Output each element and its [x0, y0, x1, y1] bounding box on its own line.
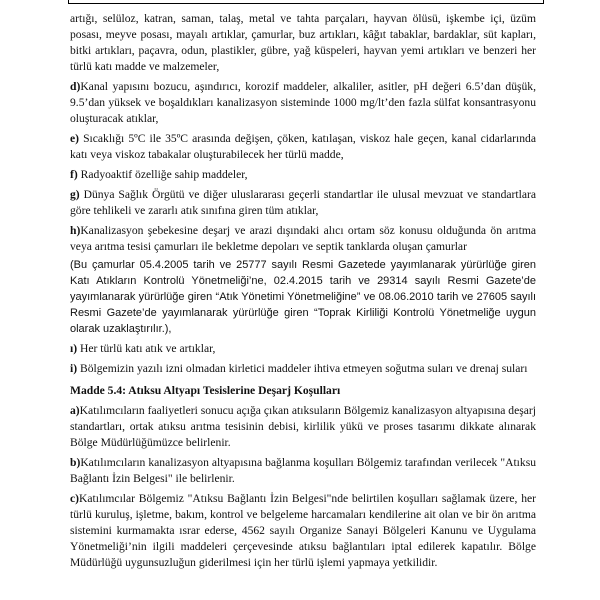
paragraph-e-text: Sıcaklığı 5ºC ile 35ºC arasında değişen, çöken, katılaşan, viskoz hale geçen, kanal cidarlarında katı veya viskoz tabakalar oluşturabilecek her türlü madde, [70, 132, 536, 161]
paragraph-d [70, 79, 536, 127]
paragraph-d-text: Kanal yapısını bozucu, aşındırıcı, korozif maddeler, alkaliler, asitler, pH değeri 6.5’dan düşük, 9.5’dan yüksek ve boşaldıkları kanalizasyon sisteminde 1000 mg/lt’den fazla sülfat konsantrasyonu oluşturacak atıklar, [70, 80, 536, 125]
article-item-a [70, 403, 536, 451]
paragraph-g-text: Dünya Sağlık Örgütü ve diğer uluslararası geçerli standartlar ile ulusal mevzuat ve standartlara göre tehlikeli ve zararlı atık sınıfına giren tüm atıklar, [70, 188, 536, 217]
paragraph-g [70, 187, 536, 219]
paragraph-d-label: d) [70, 80, 81, 93]
article-item-c-label: c) [70, 492, 80, 505]
page-border-top [68, 0, 544, 4]
article-item-b-text: Katılımcıların kanalizasyon altyapısına bağlanma koşulları Bölgemiz tarafından verilecek "Atıksu Bağlantı İzin Belgesi" ile belirlenir. [70, 456, 536, 485]
paragraph-f-text: Radyoaktif özelliğe sahip maddeler, [80, 168, 248, 181]
paragraph-i-dotless-text: Her türlü katı atık ve artıklar, [80, 342, 216, 355]
article-item-a-label: a) [70, 404, 80, 417]
article-item-a-text: Katılımcıların faaliyetleri sonucu açığa çıkan atıksuların Bölgemiz kanalizasyon altyapısına deşarj standartları, ortak atıksu arıtma tesisinin debisi, kirlilik yükü ve proses tasarımı dikkate alınarak Bölge Müdürlüğümüzce belirlenir. [70, 404, 536, 449]
paragraph-i-text: Bölgemizin yazılı izni olmadan kirletici maddeler ihtiva etmeyen soğutma suları ve drenaj suları [80, 362, 528, 375]
paragraph-i-dotless [70, 341, 536, 357]
paragraph-e [70, 131, 536, 163]
article-heading: Madde 5.4: Atıksu Altyapı Tesislerine Deşarj Koşulları [70, 384, 341, 397]
paragraph-h-label: h) [70, 224, 81, 237]
paragraph-f [70, 167, 536, 183]
paragraph-g-label: g) [70, 188, 80, 201]
paragraph-e-label: e) [70, 132, 80, 145]
article-item-b [70, 455, 536, 487]
paragraph-i [70, 361, 536, 377]
paragraph-c-continued: artığı, selüloz, katran, saman, talaş, metal ve tahta parçaları, hayvan ölüsü, işkembe içi, üzüm posası, meyve posası, mayalı artıklar, çamurlar, buz artıkları, kâğıt tabaklar, bardaklar, süt kapları, bitki artıkları, paçavra, odun, plastikler, gübre, yağ küspeleri, hayvan yemi artıkları ve benzeri her türlü katı madde ve malzemeler, [70, 12, 536, 73]
article-item-c-text: Katılımcılar Bölgemiz "Atıksu Bağlantı İzin Belgesi"nde belirtilen koşulları sağlamak üzere, her türlü kuruluş, işletme, bakım, kontrol ve belgeleme harcamaları kendilerine ait olan ve bir ön arıtma sistemini kurmamakta ısrar ederse, 4562 sayılı Organize Sanayi Bölgeleri Kanunu ve Uygulama Yönetmeliği’nin ilgili maddeleri çerçevesinde atıksu bağlantıları iptal edilerek kapatılır. Bölge Müdürlüğü uygunsuzluğun giderilmesi için her türlü işlemi yapmaya yetkilidir. [70, 492, 536, 569]
paragraph-h-text: Kanalizasyon şebekesine deşarj ve arazi dışındaki alıcı ortam söz konusu olduğunda ön arıtma veya arıtma tesisi çamurları ile bekletme depoları ve septik tanklarda oluşan çamurlar [70, 224, 536, 253]
article-item-b-label: b) [70, 456, 81, 469]
paragraph-i-label: i) [70, 362, 78, 375]
paragraph-i-dotless-label: ı) [70, 342, 78, 355]
article-item-c [70, 491, 536, 571]
paragraph-h [70, 223, 536, 255]
document-body [70, 11, 536, 575]
paragraph-f-label: f) [70, 168, 78, 181]
paragraph-h-note: (Bu çamurlar 05.4.2005 tarih ve 25777 sayılı Resmi Gazetede yayımlanarak yürürlüğe giren Katı Atıkların Kontrolü Yönetmeliği’ne, 02.4.2015 tarih ve 29314 sayılı Resmi Gazete’de yayımlanarak yürürlüğe giren “Atık Yönetimi Yönetmeliğine” ve 08.06.2010 tarih ve 27605 sayılı Resmi Gazete’de yayımlanarak yürürlüğe giren “Toprak Kirliliği Kontrolü Yönetmeliğe uygun olarak uzaklaştırılır.), [70, 259, 536, 335]
